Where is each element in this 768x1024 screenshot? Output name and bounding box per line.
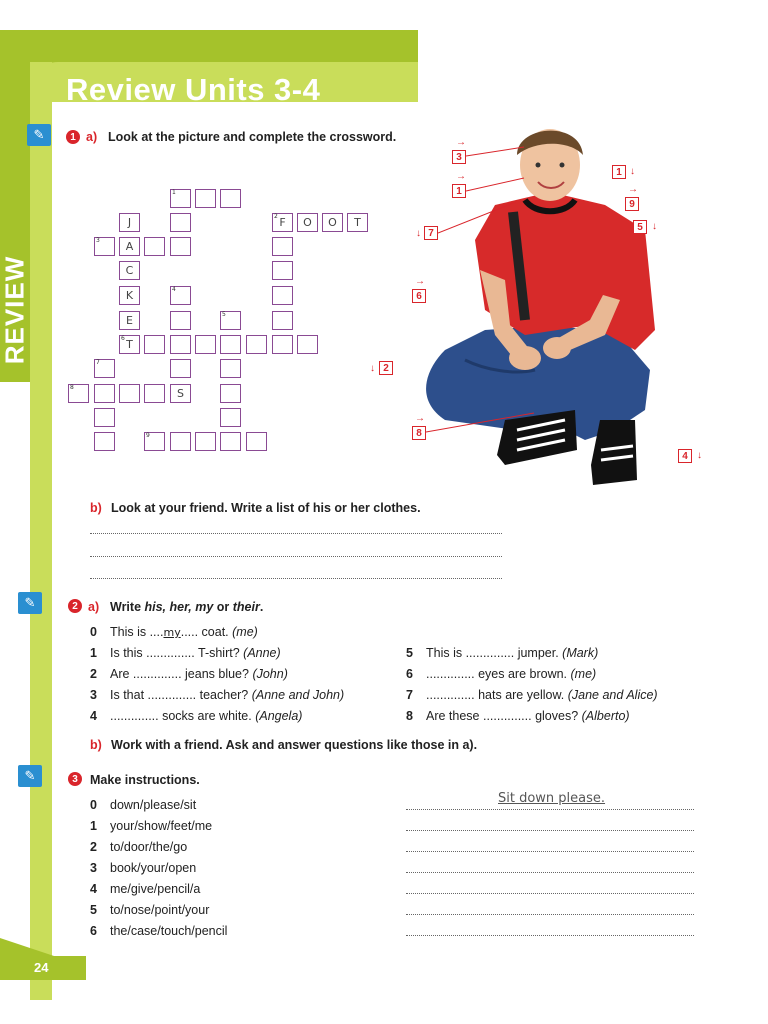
clue-number: 4 [172, 286, 176, 293]
crossword-cell[interactable] [170, 286, 191, 305]
crossword-cell[interactable] [347, 213, 368, 232]
exercise-2-number: 2 [68, 599, 82, 613]
crossword-cell[interactable] [272, 261, 293, 280]
leader-line [466, 145, 526, 159]
crossword-cell[interactable] [144, 237, 165, 256]
corner-decoration [0, 938, 60, 958]
cell-letter: T [126, 338, 133, 351]
crossword-cell[interactable] [272, 311, 293, 330]
answer-line[interactable] [90, 533, 502, 534]
crossword-cell[interactable] [170, 384, 191, 403]
cell-letter: S [177, 387, 184, 400]
list-item-number: 0 [90, 798, 97, 812]
arrow-down-icon: ↓ [370, 363, 375, 374]
crossword-cell[interactable] [94, 384, 115, 403]
answer-line[interactable] [406, 851, 694, 852]
crossword-cell[interactable] [246, 335, 267, 354]
picture-label: 3 [452, 150, 466, 164]
exercise-3-number: 3 [68, 772, 82, 786]
answer-line [406, 809, 694, 810]
crossword-cell[interactable] [297, 213, 318, 232]
crossword-cell[interactable] [94, 432, 115, 451]
arrow-down-icon: ↓ [652, 221, 657, 232]
arrow-right-icon: → [456, 137, 466, 148]
crossword-cell[interactable] [272, 213, 293, 232]
cell-letter: E [126, 314, 133, 327]
crossword-cell[interactable] [119, 213, 140, 232]
picture-label: 4 [678, 449, 692, 463]
cell-letter: C [125, 264, 134, 277]
list-item-number: 3 [90, 861, 97, 875]
list-item: 0 [90, 625, 97, 639]
cell-letter: F [279, 216, 286, 229]
answer-line[interactable] [406, 830, 694, 831]
picture-label: 9 [625, 197, 639, 211]
list-item-words: to/nose/point/your [110, 903, 210, 917]
crossword-cell[interactable] [144, 335, 165, 354]
list-item-number: 6 [90, 924, 97, 938]
crossword-cell[interactable] [119, 384, 140, 403]
crossword-cell[interactable] [144, 432, 165, 451]
clue-number: 9 [146, 432, 150, 439]
arrow-right-icon: → [415, 413, 425, 424]
cell-letter: K [125, 289, 134, 302]
ex2-part-b: b) [90, 738, 102, 752]
crossword-cell[interactable] [220, 359, 241, 378]
clue-number: 7 [96, 359, 100, 366]
list-item: 7 [406, 688, 413, 702]
list-item-words: your/show/feet/me [110, 819, 213, 833]
arrow-right-icon: → [628, 184, 638, 195]
crossword-cell[interactable] [195, 335, 216, 354]
page-title: Review Units 3-4 [66, 72, 321, 107]
answer-line[interactable] [406, 893, 694, 894]
crossword-cell[interactable] [170, 237, 191, 256]
cell-letter: J [127, 216, 132, 229]
list-item-number: 2 [90, 840, 97, 854]
crossword-cell[interactable] [322, 213, 343, 232]
list-item-number: 1 [90, 819, 97, 833]
clue-number: 5 [222, 311, 226, 318]
ex1-part-b: b) [90, 501, 102, 515]
clue-number: 2 [274, 213, 278, 220]
crossword-cell[interactable] [195, 189, 216, 208]
crossword-cell[interactable] [220, 384, 241, 403]
crossword-cell[interactable] [119, 335, 140, 354]
list-item-text[interactable]: Are these .............. gloves? (Alberto) [426, 709, 630, 723]
list-item-words: the/case/touch/pencil [110, 924, 228, 938]
list-item-text: This is ....my..... coat. (me) [110, 625, 258, 639]
leader-line [466, 175, 526, 193]
list-item-text[interactable]: Is that .............. teacher? (Anne and John) [110, 688, 345, 702]
list-item: 5 [406, 646, 413, 660]
crossword-cell[interactable] [144, 384, 165, 403]
ex1-instruction-b: Look at your friend. Write a list of his or her clothes. [111, 501, 421, 515]
ex2-part-a: a) [88, 600, 100, 614]
list-item-text[interactable]: Is this .............. T-shirt? (Anne) [110, 646, 281, 660]
picture-label: 1 [452, 184, 466, 198]
crossword-cell[interactable] [272, 335, 293, 354]
crossword-cell[interactable] [272, 237, 293, 256]
review-label: REVIEW [0, 255, 30, 365]
list-item: 2 [90, 667, 97, 681]
page-number: 24 [34, 960, 49, 975]
answer-line[interactable] [90, 556, 502, 557]
list-item-text[interactable]: .............. hats are yellow. (Jane and Alice) [426, 688, 658, 702]
clue-number: 8 [70, 384, 74, 391]
crossword-cell[interactable] [170, 335, 191, 354]
leader-line [426, 410, 536, 435]
crossword-cell[interactable] [94, 237, 115, 256]
crossword-cell[interactable] [220, 408, 241, 427]
crossword-cell[interactable] [246, 432, 267, 451]
picture-label: 7 [424, 226, 438, 240]
picture-label: 6 [412, 289, 426, 303]
crossword-cell[interactable] [220, 189, 241, 208]
pencil-icon: ✎ [18, 765, 42, 787]
crossword-cell[interactable] [119, 286, 140, 305]
crossword-cell[interactable] [220, 432, 241, 451]
picture-label: 8 [412, 426, 426, 440]
crossword-cell[interactable] [119, 261, 140, 280]
arrow-down-icon: ↓ [416, 228, 421, 239]
arrow-right-icon: → [415, 276, 425, 287]
crossword-cell[interactable] [170, 432, 191, 451]
ex1-instruction-a: Look at the picture and complete the crossword. [108, 130, 397, 144]
list-item-words: me/give/pencil/a [110, 882, 201, 896]
list-item-text[interactable]: This is .............. jumper. (Mark) [426, 646, 599, 660]
crossword-cell[interactable] [170, 359, 191, 378]
list-item: 8 [406, 709, 413, 723]
arrow-right-icon: → [456, 171, 466, 182]
list-item-number: 4 [90, 882, 97, 896]
crossword-cell[interactable] [220, 335, 241, 354]
list-item-text[interactable]: .............. socks are white. (Angela) [110, 709, 303, 723]
crossword-cell[interactable] [119, 237, 140, 256]
list-item: 4 [90, 709, 97, 723]
crossword-cell[interactable] [68, 384, 89, 403]
crossword-cell[interactable] [94, 408, 115, 427]
cell-letter: O [303, 216, 312, 229]
crossword-cell[interactable] [170, 311, 191, 330]
cell-letter: T [354, 216, 361, 229]
answer-line[interactable] [90, 578, 502, 579]
list-item-number: 5 [90, 903, 97, 917]
picture-label: 1 [612, 165, 626, 179]
list-item: 1 [90, 646, 97, 660]
list-item-text[interactable]: .............. eyes are brown. (me) [426, 667, 597, 681]
picture-label: 2 [379, 361, 393, 375]
answer-line[interactable] [406, 872, 694, 873]
side-strip [0, 30, 30, 232]
clue-number: 3 [96, 237, 100, 244]
list-item: 3 [90, 688, 97, 702]
crossword-cell[interactable] [94, 359, 115, 378]
crossword-cell[interactable] [195, 432, 216, 451]
ex2-instruction-a: Write his, her, my or their. [110, 600, 264, 614]
list-item-text[interactable]: Are .............. jeans blue? (John) [110, 667, 288, 681]
list-item-words: book/your/open [110, 861, 197, 875]
answer-line[interactable] [406, 914, 694, 915]
crossword-cell[interactable] [170, 213, 191, 232]
leader-line [438, 200, 518, 235]
pencil-icon: ✎ [18, 592, 42, 614]
ex1-part-a: a) [86, 130, 98, 144]
crossword-cell[interactable] [170, 189, 191, 208]
exercise-1-number: 1 [66, 130, 80, 144]
ex2-instruction-b: Work with a friend. Ask and answer questions like those in a). [111, 738, 478, 752]
picture-label: 5 [633, 220, 647, 234]
list-item: 6 [406, 667, 413, 681]
arrow-down-icon: ↓ [630, 166, 635, 177]
ex3-instruction: Make instructions. [90, 773, 200, 787]
side-strip-inner [30, 62, 52, 1000]
example-answer: Sit down please. [498, 791, 606, 806]
arrow-down-icon: ↓ [697, 450, 702, 461]
clue-number: 6 [121, 335, 125, 342]
list-item-words: to/door/the/go [110, 840, 188, 854]
answer-line[interactable] [406, 935, 694, 936]
list-item-words: down/please/sit [110, 798, 197, 812]
clue-number: 1 [172, 189, 176, 196]
cell-letter: O [328, 216, 337, 229]
cell-letter: A [125, 240, 134, 253]
crossword-cell[interactable] [119, 311, 140, 330]
pencil-icon: ✎ [27, 124, 51, 146]
crossword-cell[interactable] [272, 286, 293, 305]
crossword-cell[interactable] [297, 335, 318, 354]
crossword-cell[interactable] [220, 311, 241, 330]
